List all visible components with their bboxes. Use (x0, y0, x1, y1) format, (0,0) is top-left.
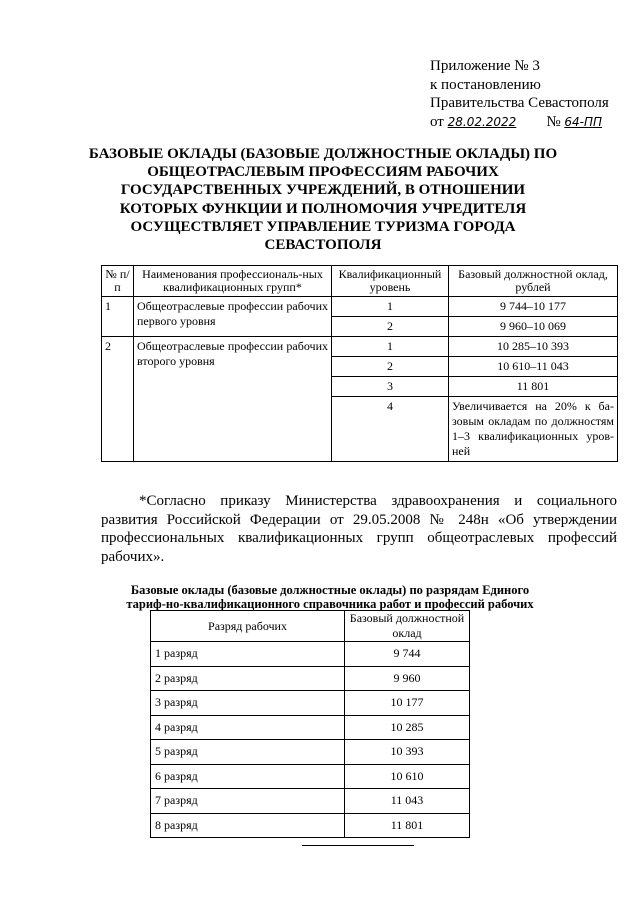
grade-cell: 6 разряд (151, 764, 345, 789)
grade-cell: 8 разряд (151, 813, 345, 838)
salary-cell: 11 043 (345, 789, 470, 814)
salary-cell: 10 285–10 393 (449, 337, 618, 357)
group-name: Общеотраслевые профессии рабочих первого уровня (134, 297, 332, 337)
header-base-salary: Базовый должностной оклад (345, 611, 470, 642)
table-header-row (102, 266, 618, 297)
salary-cell: Увеличивается на 20% к ба-зовым окладам по должностям 1–3 квалификационных уров-ней (449, 397, 618, 462)
level-cell: 4 (332, 397, 449, 462)
header-num: № п/п (102, 266, 134, 297)
level-cell: 2 (332, 317, 449, 337)
salary-cell: 10 610 (345, 764, 470, 789)
table-row (151, 715, 470, 740)
handwritten-date: 28.02.2022 (447, 114, 517, 129)
table-row (151, 740, 470, 765)
table-row (151, 764, 470, 789)
table-row (102, 337, 618, 357)
footnote: *Согласно приказу Министерства здравоохранения и социального развития Российской Федерации от 29.05.2008 № 248н «Об утверждении профессиональных квалификационных групп общеотраслевых профессий рабочих». (101, 493, 617, 565)
grade-cell: 7 разряд (151, 789, 345, 814)
salary-cell: 10 393 (345, 740, 470, 765)
grade-cell: 3 разряд (151, 691, 345, 716)
group-num: 2 (102, 337, 134, 462)
salary-cell: 10 610–11 043 (449, 357, 618, 377)
grades-table-title: Базовые оклады (базовые должностные оклады) по разрядам Единого тариф-но-квалификационного справочника работ и профессий рабочих (126, 583, 534, 611)
table-header-row (151, 611, 470, 642)
document-title: БАЗОВЫЕ ОКЛАДЫ (БАЗОВЫЕ ДОЛЖНОСТНЫЕ ОКЛАДЫ) ПО ОБЩЕОТРАСЛЕВЫМ ПРОФЕССИЯМ РАБОЧИХ ГОСУДАРСТВЕННЫХ УЧРЕЖДЕНИЙ, В ОТНОШЕНИИ КОТОРЫХ ФУНКЦИИ И ПОЛНОМОЧИЯ УЧРЕДИТЕЛЯ ОСУЩЕСТВЛЯЕТ УПРАВЛЕНИЕ ТУРИЗМА ГОРОДА СЕВАСТОПОЛЯ (88, 146, 558, 254)
salary-cell: 10 285 (345, 715, 470, 740)
header-level: Квалификационный уровень (332, 266, 449, 297)
salary-cell: 11 801 (449, 377, 618, 397)
salary-cell: 9 744–10 177 (449, 297, 618, 317)
group-name: Общеотраслевые профессии рабочих второго уровня (134, 337, 332, 462)
level-cell: 2 (332, 357, 449, 377)
appendix-line-3: Правительства Севастополя (430, 95, 609, 111)
table-row (151, 813, 470, 838)
salary-cell: 11 801 (345, 813, 470, 838)
salary-cell: 10 177 (345, 691, 470, 716)
salary-cell: 9 960–10 069 (449, 317, 618, 337)
appendix-date-line (430, 113, 609, 132)
level-cell: 3 (332, 377, 449, 397)
level-cell: 1 (332, 297, 449, 317)
handwritten-number: 64-ПП (564, 114, 603, 129)
salary-cell: 9 960 (345, 666, 470, 691)
table-row (151, 789, 470, 814)
grade-cell: 4 разряд (151, 715, 345, 740)
appendix-line-2: к постановлению (430, 76, 541, 93)
grade-cell: 1 разряд (151, 642, 345, 667)
grade-cell: 5 разряд (151, 740, 345, 765)
table-row (151, 691, 470, 716)
number-label: № (546, 113, 561, 130)
group-num: 1 (102, 297, 134, 337)
salary-table-grades (150, 610, 470, 838)
appendix-line-1: Приложение № 3 (430, 58, 540, 74)
from-label: от (430, 113, 444, 130)
salary-table-groups (101, 265, 618, 462)
table-row (151, 666, 470, 691)
header-salary: Базовый должностной оклад, рублей (449, 266, 618, 297)
level-cell: 1 (332, 337, 449, 357)
salary-cell: 9 744 (345, 642, 470, 667)
header-group-name: Наименования профессиональ-ных квалификационных групп* (134, 266, 332, 297)
grade-cell: 2 разряд (151, 666, 345, 691)
header-grade: Разряд рабочих (151, 611, 345, 642)
table-row (102, 297, 618, 317)
table-row (151, 642, 470, 667)
appendix-header (430, 57, 609, 131)
end-divider (302, 845, 414, 846)
